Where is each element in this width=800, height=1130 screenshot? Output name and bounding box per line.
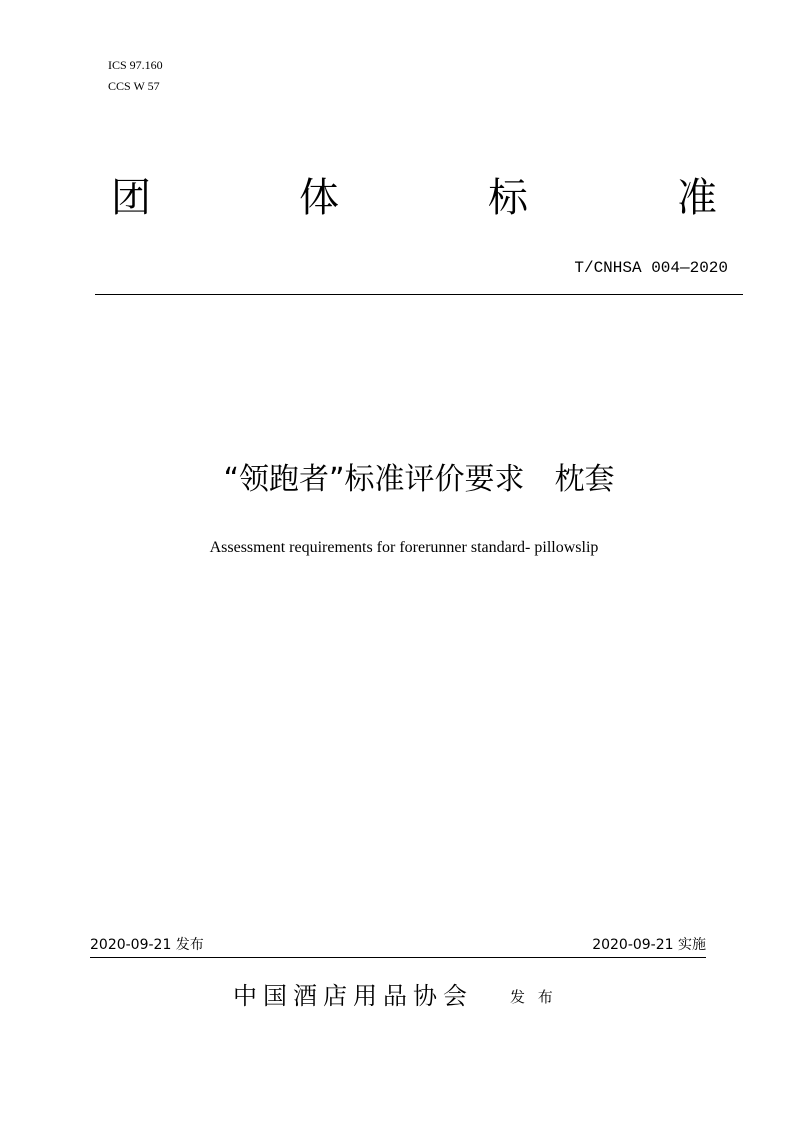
standard-title-en: Assessment requirements for forerunner standard- pillowslip: [209, 539, 599, 556]
effective-date: 2020-09-21 实施: [592, 937, 706, 953]
heading-char-1: 团: [111, 175, 151, 221]
publish-label: 发 布: [510, 988, 557, 1006]
heading-char-4: 准: [677, 175, 717, 221]
publisher-name: 中国酒店用品协会: [233, 982, 473, 1010]
heading-char-2: 体: [299, 175, 339, 221]
standard-title-cn: “领跑者”标准评价要求 枕套: [223, 462, 615, 497]
issue-date: 2020-09-21 发布: [90, 937, 204, 953]
standard-number: T/CNHSA 004—2020: [574, 259, 728, 277]
heading-char-3: 标: [488, 175, 528, 221]
ics-code: ICS 97.160: [108, 58, 163, 72]
header-divider: [95, 294, 743, 295]
ccs-code: CCS W 57: [108, 79, 160, 93]
footer-divider: [90, 957, 706, 958]
